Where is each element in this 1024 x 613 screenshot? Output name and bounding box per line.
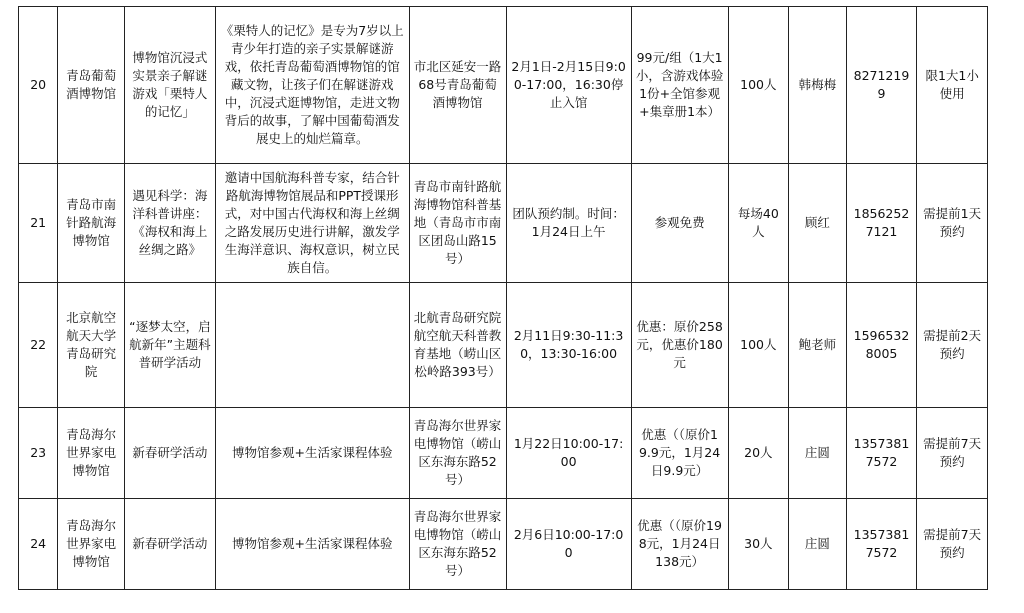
venue-cell: 青岛市南针路航海博物馆 [58, 164, 125, 283]
fee-cell: 参观免费 [631, 164, 728, 283]
address-cell: 市北区延安一路68号青岛葡萄酒博物馆 [409, 7, 506, 164]
time-cell: 2月11日9:30-11:30，13:30-16:00 [506, 283, 631, 408]
note-cell: 需提前7天预约 [917, 408, 988, 499]
venue-cell: 青岛海尔世界家电博物馆 [58, 499, 125, 590]
table-row [19, 283, 988, 408]
note-cell: 需提前2天预约 [917, 283, 988, 408]
capacity-cell: 100人 [728, 283, 789, 408]
description-cell: 博物馆参观+生活家课程体验 [215, 499, 409, 590]
table-row [19, 7, 988, 164]
contact-cell: 韩梅梅 [789, 7, 847, 164]
fee-cell: 优惠（（原价198元，1月24日138元） [631, 499, 728, 590]
row-number: 23 [19, 408, 58, 499]
capacity-cell: 20人 [728, 408, 789, 499]
address-cell: 青岛市南针路航海博物馆科普基地（青岛市市南区团岛山路15号） [409, 164, 506, 283]
phone-cell: 15965328005 [846, 283, 917, 408]
note-cell: 限1大1小使用 [917, 7, 988, 164]
description-cell [215, 283, 409, 408]
row-number: 21 [19, 164, 58, 283]
venue-cell: 北京航空航天大学青岛研究院 [58, 283, 125, 408]
activity-cell: 新春研学活动 [124, 499, 215, 590]
phone-cell: 82712199 [846, 7, 917, 164]
note-cell: 需提前7天预约 [917, 499, 988, 590]
phone-cell: 18562527121 [846, 164, 917, 283]
contact-cell: 庄圆 [789, 499, 847, 590]
fee-cell: 优惠：原价258元，优惠价180元 [631, 283, 728, 408]
description-cell: 《栗特人的记忆》是专为7岁以上青少年打造的亲子实景解谜游戏，依托青岛葡萄酒博物馆的馆藏文物，让孩子们在解谜游戏中，沉浸式逛博物馆，走进文物背后的故事，了解中国葡萄酒发展史上的灿烂篇章。 [215, 7, 409, 164]
capacity-cell: 每场40人 [728, 164, 789, 283]
activity-table [18, 6, 988, 590]
phone-cell: 13573817572 [846, 499, 917, 590]
contact-cell: 鲍老师 [789, 283, 847, 408]
time-cell: 2月1日-2月15日9:00-17:00，16:30停止入馆 [506, 7, 631, 164]
time-cell: 团队预约制。时间：1月24日上午 [506, 164, 631, 283]
row-number: 22 [19, 283, 58, 408]
address-cell: 青岛海尔世界家电博物馆（崂山区东海东路52号） [409, 408, 506, 499]
address-cell: 青岛海尔世界家电博物馆（崂山区东海东路52号） [409, 499, 506, 590]
table-row [19, 408, 988, 499]
contact-cell: 顾红 [789, 164, 847, 283]
activity-cell: 新春研学活动 [124, 408, 215, 499]
row-number: 20 [19, 7, 58, 164]
capacity-cell: 100人 [728, 7, 789, 164]
activity-cell: 遇见科学：海洋科普讲座：《海权和海上丝绸之路》 [124, 164, 215, 283]
contact-cell: 庄圆 [789, 408, 847, 499]
description-cell: 博物馆参观+生活家课程体验 [215, 408, 409, 499]
activity-cell: 博物馆沉浸式实景亲子解谜游戏「栗特人的记忆」 [124, 7, 215, 164]
fee-cell: 99元/组（1大1小，含游戏体验1份+全馆参观+集章册1本） [631, 7, 728, 164]
fee-cell: 优惠（（原价19.9元，1月24日9.9元） [631, 408, 728, 499]
time-cell: 1月22日10:00-17:00 [506, 408, 631, 499]
description-cell: 邀请中国航海科普专家，结合针路航海博物馆展品和PPT授课形式，对中国古代海权和海上丝绸之路发展历史进行讲解，激发学生海洋意识、海权意识，树立民族自信。 [215, 164, 409, 283]
table-row [19, 164, 988, 283]
time-cell: 2月6日10:00-17:00 [506, 499, 631, 590]
row-number: 24 [19, 499, 58, 590]
table-row [19, 499, 988, 590]
activity-cell: “逐梦太空，启航新年”主题科普研学活动 [124, 283, 215, 408]
venue-cell: 青岛葡萄酒博物馆 [58, 7, 125, 164]
venue-cell: 青岛海尔世界家电博物馆 [58, 408, 125, 499]
note-cell: 需提前1天预约 [917, 164, 988, 283]
capacity-cell: 30人 [728, 499, 789, 590]
phone-cell: 13573817572 [846, 408, 917, 499]
address-cell: 北航青岛研究院航空航天科普教育基地（崂山区松岭路393号） [409, 283, 506, 408]
